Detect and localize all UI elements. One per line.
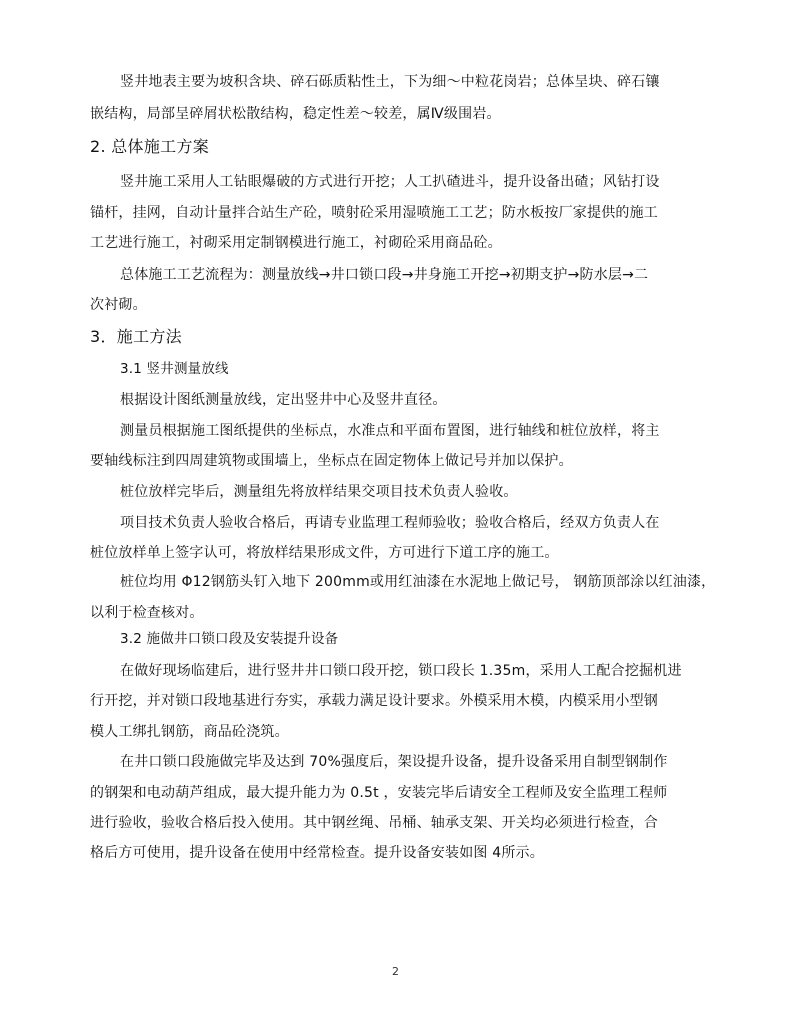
paragraph-line: 桩位放样完毕后，测量组先将放样结果交项目技术负责人验收。: [120, 484, 518, 500]
paragraph-line: 根据设计图纸测量放线，定出竖井中心及竖井直径。: [120, 392, 447, 408]
section-heading: 2. 总体施工方案: [90, 137, 210, 156]
subsection-heading: 3.1 竖井测量放线: [120, 361, 229, 377]
paragraph-line: 行开挖，并对锁口段地基进行夯实，承载力满足设计要求。外模采用木模，内模采用小型钢: [90, 693, 658, 709]
paragraph-line: 次衬砌。: [90, 297, 147, 313]
paragraph-line: 测量员根据施工图纸提供的坐标点，水准点和平面布置图，进行轴线和桩位放样，将主: [120, 423, 660, 439]
paragraph-line: 在做好现场临建后，进行竖井井口锁口段开挖，锁口段长 1.35m，采用人工配合挖掘机进: [120, 663, 682, 679]
page-number: 2: [392, 965, 399, 978]
paragraph-line: 竖井施工采用人工钻眼爆破的方式进行开挖；人工扒碴进斗，提升设备出碴；风钻打设: [120, 174, 660, 190]
paragraph-line: 以利于检查核对。: [90, 605, 204, 621]
paragraph-line: 总体施工工艺流程为：测量放线→井口锁口段→井身施工开挖→初期支护→防水层→二: [120, 267, 649, 283]
paragraph-line: 的钢架和电动葫芦组成，最大提升能力为 0.5t ，安装完毕后请安全工程师及安全监理工程师: [90, 785, 668, 801]
paragraph-line: 格后方可使用，提升设备在使用中经常检查。提升设备安装如图 4所示。: [90, 845, 544, 861]
paragraph-line: 工艺进行施工，衬砌采用定制钢模进行施工，衬砌砼采用商品砼。: [90, 235, 502, 251]
paragraph-line: 竖井地表主要为坡积含块、碎石砾质粘性土，下为细～中粒花岗岩；总体呈块、碎石镶: [120, 74, 660, 90]
paragraph-line: 锚杆，挂网，自动计量拌合站生产砼，喷射砼采用湿喷施工工艺；防水板按厂家提供的施工: [90, 205, 658, 221]
paragraph-line: 嵌结构，局部呈碎屑状松散结构，稳定性差～较差，属Ⅳ级围岩。: [90, 106, 501, 122]
paragraph-line: 桩位均用 Φ12钢筋头钉入地下 200mm或用红油漆在水泥地上做记号， 钢筋顶部涂以红油漆，: [120, 574, 716, 590]
subsection-heading: 3.2 施做井口锁口段及安装提升设备: [120, 631, 339, 647]
paragraph-line: 项目技术负责人验收合格后，再请专业监理工程师验收；验收合格后，经双方负责人在: [120, 515, 660, 531]
paragraph-line: 桩位放样单上签字认可，将放样结果形成文件，方可进行下道工序的施工。: [90, 545, 559, 561]
paragraph-line: 要轴线标注到四周建筑物或围墙上，坐标点在固定物体上做记号并加以保护。: [90, 453, 573, 469]
paragraph-line: 进行验收，验收合格后投入使用。其中钢丝绳、吊桶、轴承支架、开关均必须进行检查，合: [90, 815, 658, 831]
section-heading: 3．施工方法: [90, 327, 182, 346]
paragraph-line: 在井口锁口段施做完毕及达到 70%强度后，架设提升设备，提升设备采用自制型钢制作: [120, 754, 668, 770]
paragraph-line: 模人工绑扎钢筋，商品砼浇筑。: [90, 724, 289, 740]
